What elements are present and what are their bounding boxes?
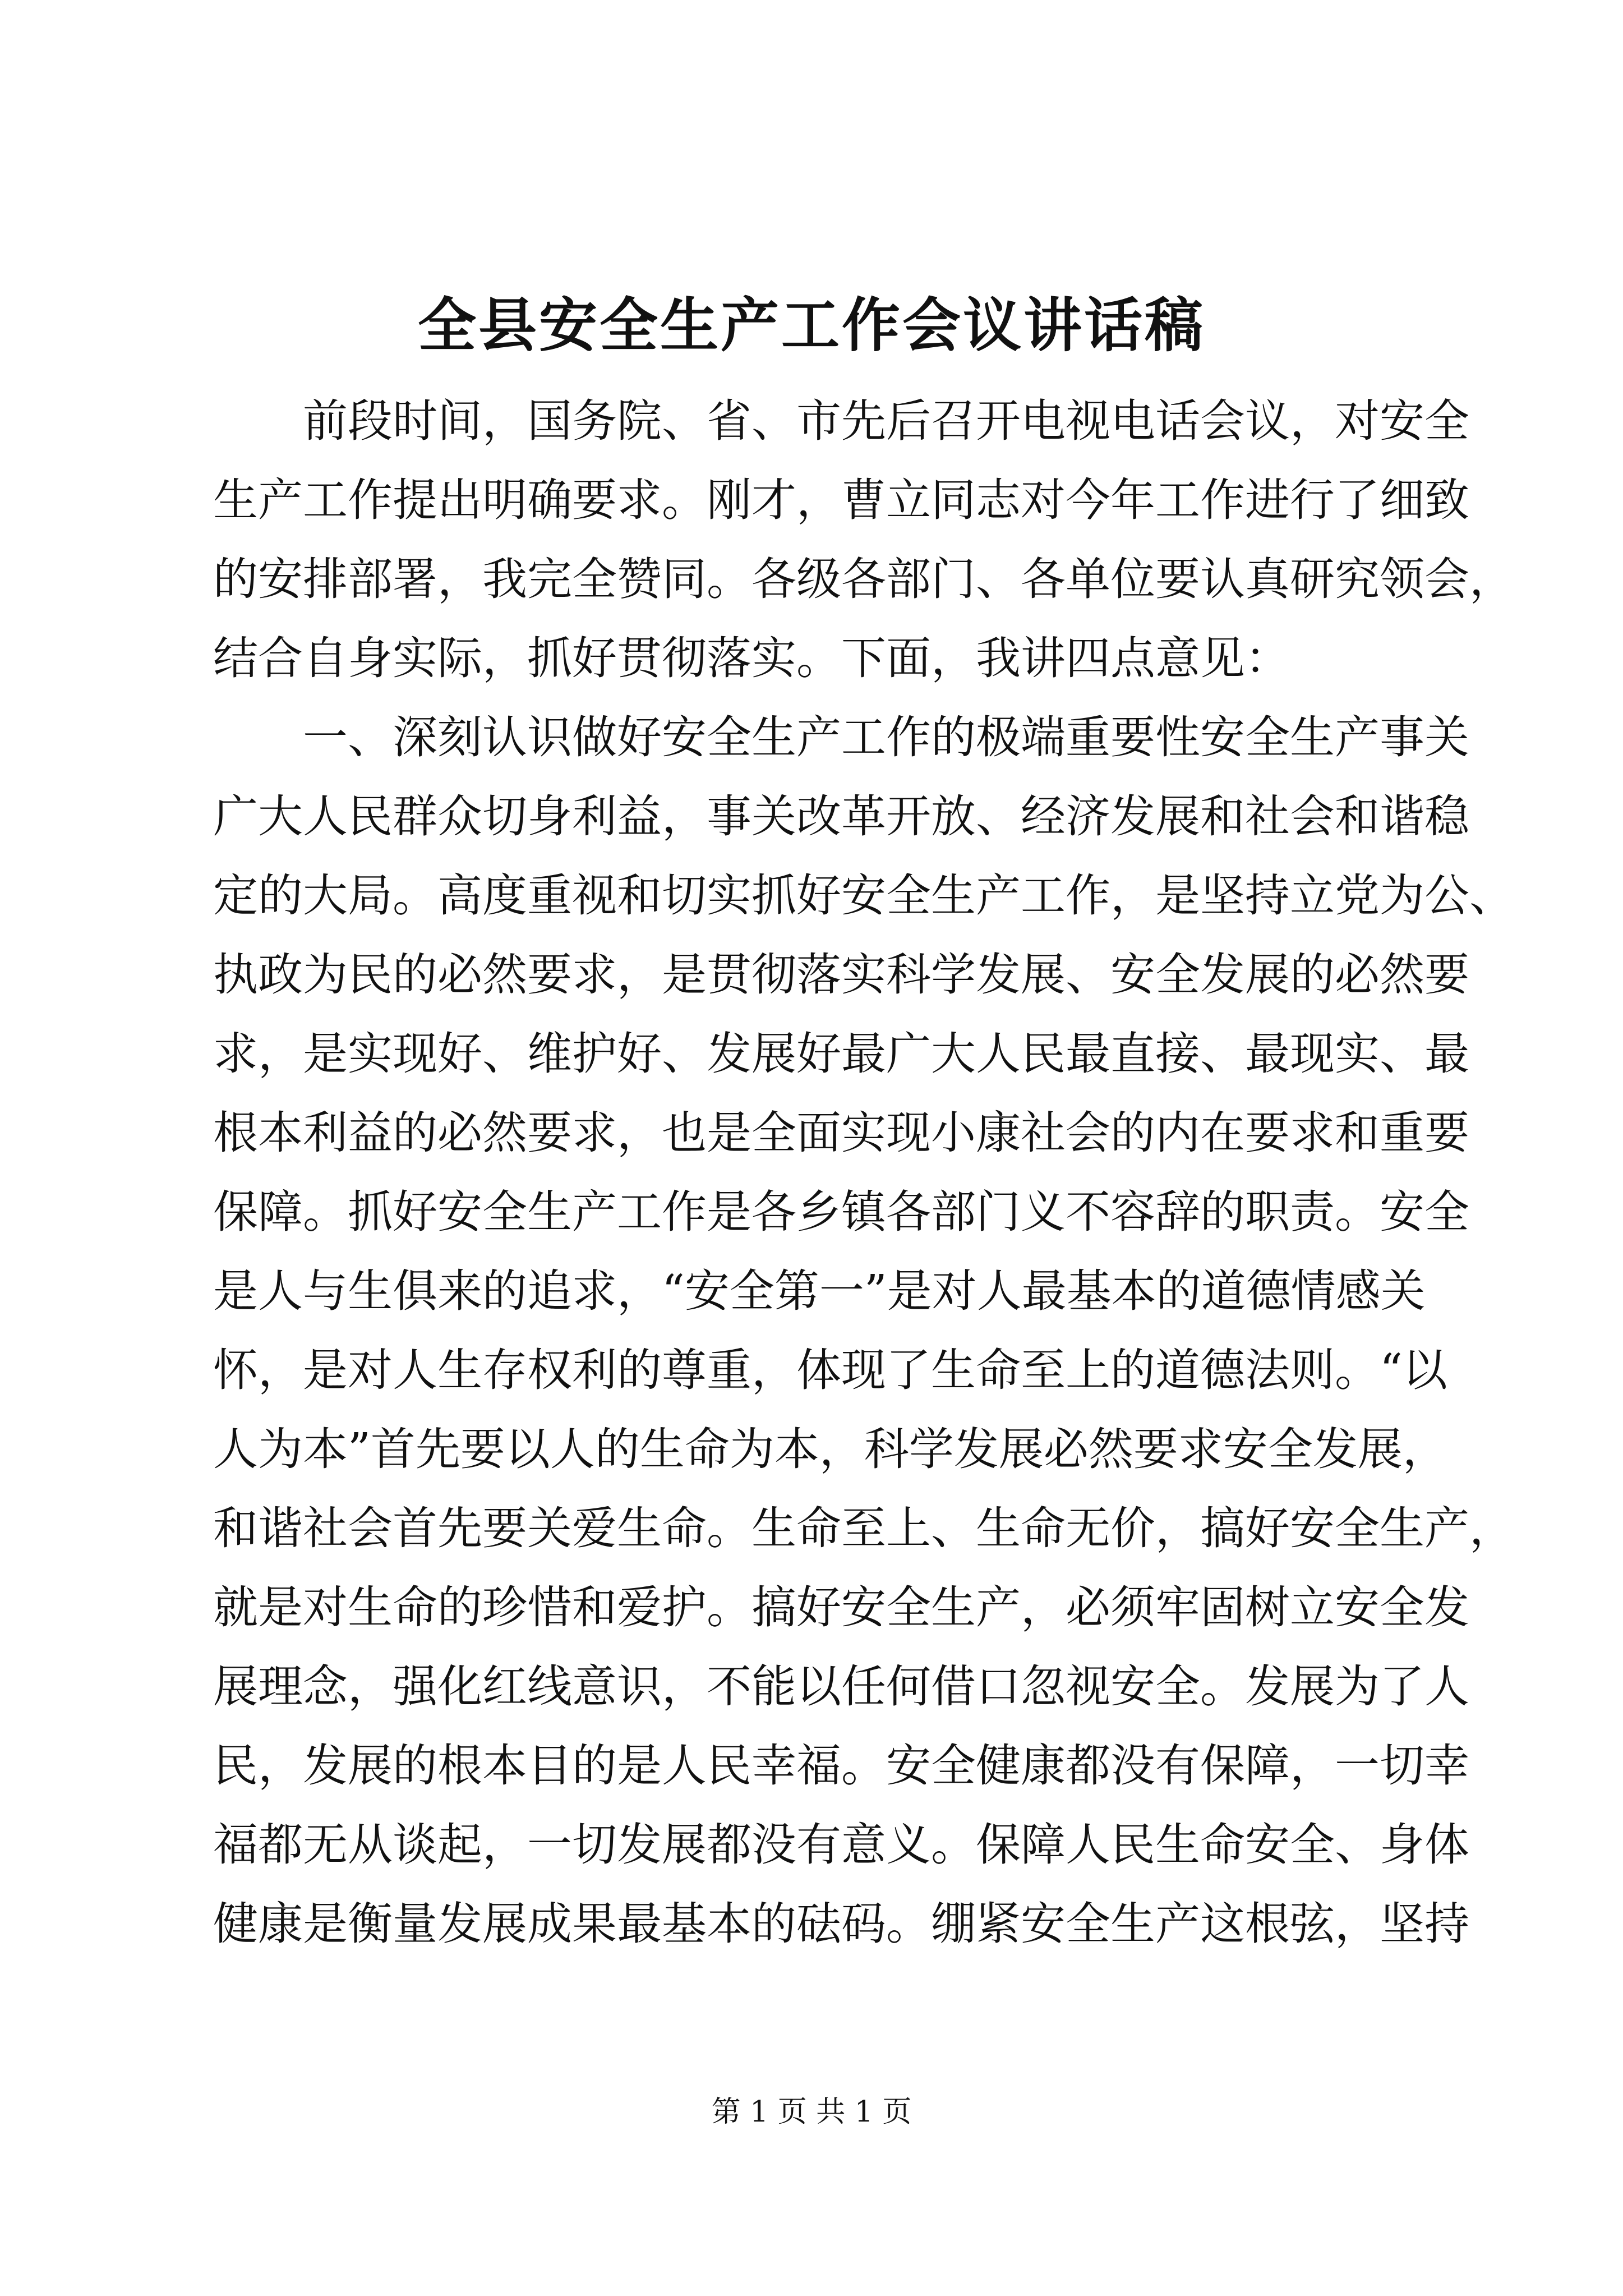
text-line: 生产工作提出明确要求。刚才，曹立同志对今年工作进行了细致 [213,474,1469,526]
text-line: 定的大局。高度重视和切实抓好安全生产工作，是坚持立党为公、 [213,869,1514,922]
text-line: 广大人民群众切身利益，事关改革开放、经济发展和社会和谐稳 [213,790,1469,843]
text-line: 健康是衡量发展成果最基本的砝码。绷紧安全生产这根弦，坚持 [213,1898,1469,1950]
text-line: 的安排部署，我完全赞同。各级各部门、各单位要认真研究领会， [213,553,1514,605]
text-line: 求，是实现好、维护好、发展好最广大人民最直接、最现实、最 [213,1028,1469,1080]
text-line: 民，发展的根本目的是人民幸福。安全健康都没有保障，一切幸 [213,1740,1469,1792]
text-line: 是人与生俱来的追求，“安全第一”是对人最基本的道德情感关 [213,1265,1426,1317]
text-line: 就是对生命的珍惜和爱护。搞好安全生产，必须牢固树立安全发 [213,1581,1469,1634]
text-line: 和谐社会首先要关爱生命。生命至上、生命无价，搞好安全生产， [213,1502,1514,1554]
text-line: 根本利益的必然要求，也是全面实现小康社会的内在要求和重要 [213,1107,1469,1159]
text-line: 展理念，强化红线意识，不能以任何借口忽视安全。发展为了人 [213,1660,1469,1713]
text-line: 保障。抓好安全生产工作是各乡镇各部门义不容辞的职责。安全 [213,1186,1469,1238]
text-line: 人为本”首先要以人的生命为本，科学发展必然要求安全发展， [213,1423,1447,1475]
document-body [213,381,1514,1963]
text-line: 执政为民的必然要求，是贯彻落实科学发展、安全发展的必然要 [213,949,1469,1001]
page-footer: 第 1 页 共 1 页 [711,2095,912,2129]
document-title: 全县安全生产工作会议讲话稿 [417,291,1205,360]
text-line: 前段时间，国务院、省、市先后召开电视电话会议，对安全 [213,395,1469,447]
text-line: 一、深刻认识做好安全生产工作的极端重要性安全生产事关 [213,711,1469,763]
text-line: 福都无从谈起，一切发展都没有意义。保障人民生命安全、身体 [213,1819,1469,1871]
text-line: 怀，是对人生存权利的尊重，体现了生命至上的道德法则。“以 [213,1344,1447,1396]
text-line: 结合自身实际，抓好贯彻落实。下面，我讲四点意见： [213,632,1290,684]
